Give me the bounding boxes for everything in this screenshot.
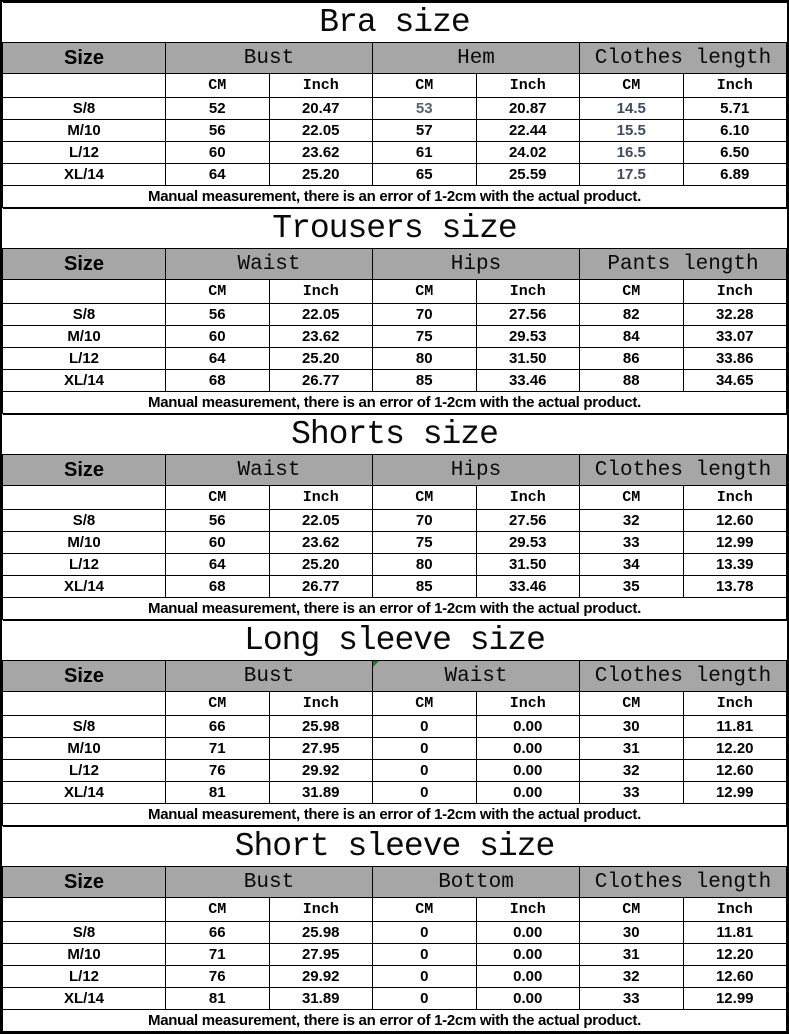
measurement-cell: 31.89 [269, 988, 373, 1010]
unit-header: Inch [269, 486, 373, 510]
measurement-cell: 20.47 [269, 98, 373, 120]
measurement-cell: 85 [373, 576, 477, 598]
size-row-label: XL/14 [3, 782, 166, 804]
table-row [3, 532, 787, 554]
column-header-hem [373, 43, 580, 74]
measurement-cell: 85 [373, 370, 477, 392]
measurement-cell: 12.20 [683, 738, 787, 760]
column-header-bust [166, 867, 373, 898]
size-row-label: M/10 [3, 532, 166, 554]
unit-header: Inch [269, 898, 373, 922]
column-header-waist [373, 661, 580, 692]
size-row-label: S/8 [3, 922, 166, 944]
measurement-cell: 0 [373, 944, 477, 966]
unit-header: Inch [683, 74, 787, 98]
column-header-label: Clothes length [594, 46, 772, 70]
measurement-cell: 5.71 [683, 98, 787, 120]
column-header-label: Waist [237, 458, 301, 482]
column-header-waist [166, 455, 373, 486]
column-header-label: Bust [243, 664, 295, 688]
measurement-cell: 32 [580, 966, 684, 988]
measurement-cell: 0 [373, 738, 477, 760]
measurement-cell: 22.44 [476, 120, 580, 142]
measurement-cell: 12.60 [683, 510, 787, 532]
column-header-clothes-length [580, 661, 787, 692]
unit-header: Inch [476, 74, 580, 98]
measurement-cell: 0.00 [476, 782, 580, 804]
measurement-cell: 53 [373, 98, 477, 120]
measurement-cell: 81 [166, 988, 270, 1010]
measurement-cell: 0 [373, 988, 477, 1010]
unit-header-empty [3, 74, 166, 98]
column-header-hips [373, 455, 580, 486]
measurement-cell: 11.81 [683, 922, 787, 944]
measurement-cell: 65 [373, 164, 477, 186]
unit-header-empty [3, 692, 166, 716]
unit-header: CM [166, 74, 270, 98]
measurement-cell: 27.56 [476, 510, 580, 532]
measurement-cell: 6.50 [683, 142, 787, 164]
measurement-cell: 0 [373, 966, 477, 988]
measurement-note: Manual measurement, there is an error of 1-2cm with the actual product. [3, 804, 787, 826]
table-title: Long sleeve size [3, 621, 787, 661]
long-sleeve-size-table [2, 620, 787, 826]
measurement-cell: 14.5 [580, 98, 684, 120]
measurement-cell: 0.00 [476, 988, 580, 1010]
measurement-cell: 17.5 [580, 164, 684, 186]
measurement-note: Manual measurement, there is an error of 1-2cm with the actual product. [3, 1010, 787, 1032]
size-row-label: L/12 [3, 142, 166, 164]
measurement-cell: 33.46 [476, 576, 580, 598]
measurement-cell: 22.05 [269, 120, 373, 142]
column-header-clothes-length [580, 43, 787, 74]
measurement-cell: 25.20 [269, 554, 373, 576]
unit-header: CM [166, 486, 270, 510]
table-row [3, 576, 787, 598]
unit-header-empty [3, 280, 166, 304]
unit-header: Inch [269, 280, 373, 304]
measurement-cell: 34.65 [683, 370, 787, 392]
measurement-cell: 64 [166, 164, 270, 186]
table-row [3, 554, 787, 576]
measurement-cell: 75 [373, 532, 477, 554]
table-row [3, 326, 787, 348]
measurement-cell: 6.10 [683, 120, 787, 142]
column-header-label: Bust [243, 870, 295, 894]
measurement-cell: 64 [166, 348, 270, 370]
measurement-cell: 0.00 [476, 716, 580, 738]
measurement-cell: 70 [373, 510, 477, 532]
unit-header: Inch [476, 280, 580, 304]
measurement-cell: 22.05 [269, 304, 373, 326]
measurement-cell: 29.92 [269, 966, 373, 988]
size-row-label: XL/14 [3, 576, 166, 598]
measurement-cell: 25.20 [269, 164, 373, 186]
measurement-cell: 32 [580, 760, 684, 782]
size-row-label: L/12 [3, 966, 166, 988]
measurement-cell: 12.99 [683, 988, 787, 1010]
measurement-cell: 30 [580, 922, 684, 944]
measurement-cell: 29.53 [476, 532, 580, 554]
measurement-cell: 71 [166, 738, 270, 760]
column-header-label: Clothes length [594, 870, 772, 894]
unit-header: CM [373, 486, 477, 510]
measurement-cell: 16.5 [580, 142, 684, 164]
column-header-label: Waist [237, 252, 301, 276]
measurement-cell: 80 [373, 348, 477, 370]
measurement-cell: 33 [580, 988, 684, 1010]
measurement-cell: 12.60 [683, 760, 787, 782]
table-row [3, 988, 787, 1010]
column-header-size: Size [3, 43, 166, 74]
measurement-cell: 24.02 [476, 142, 580, 164]
measurement-cell: 31.89 [269, 782, 373, 804]
measurement-cell: 57 [373, 120, 477, 142]
unit-header-empty [3, 898, 166, 922]
measurement-cell: 32 [580, 510, 684, 532]
measurement-cell: 81 [166, 782, 270, 804]
measurement-cell: 68 [166, 576, 270, 598]
measurement-cell: 23.62 [269, 142, 373, 164]
measurement-cell: 75 [373, 326, 477, 348]
unit-header: CM [580, 692, 684, 716]
bra-size-table [2, 2, 787, 208]
size-row-label: M/10 [3, 738, 166, 760]
size-row-label: S/8 [3, 716, 166, 738]
unit-header: CM [373, 692, 477, 716]
unit-header: Inch [476, 898, 580, 922]
table-title: Short sleeve size [3, 827, 787, 867]
unit-header: Inch [269, 74, 373, 98]
unit-header: Inch [683, 692, 787, 716]
measurement-cell: 76 [166, 760, 270, 782]
measurement-cell: 26.77 [269, 370, 373, 392]
column-header-label: Hem [457, 46, 495, 70]
measurement-cell: 60 [166, 532, 270, 554]
column-header-bottom [373, 867, 580, 898]
measurement-cell: 76 [166, 966, 270, 988]
measurement-cell: 12.20 [683, 944, 787, 966]
measurement-cell: 84 [580, 326, 684, 348]
measurement-cell: 15.5 [580, 120, 684, 142]
measurement-cell: 80 [373, 554, 477, 576]
measurement-cell: 23.62 [269, 326, 373, 348]
unit-header: CM [166, 692, 270, 716]
measurement-cell: 0 [373, 716, 477, 738]
measurement-cell: 35 [580, 576, 684, 598]
measurement-cell: 25.59 [476, 164, 580, 186]
unit-header: Inch [476, 692, 580, 716]
measurement-cell: 33.46 [476, 370, 580, 392]
measurement-cell: 56 [166, 510, 270, 532]
column-header-hips [373, 249, 580, 280]
measurement-cell: 22.05 [269, 510, 373, 532]
column-header-label: Waist [444, 664, 508, 688]
unit-header: CM [373, 898, 477, 922]
measurement-cell: 70 [373, 304, 477, 326]
measurement-cell: 20.87 [476, 98, 580, 120]
measurement-cell: 12.60 [683, 966, 787, 988]
measurement-cell: 33 [580, 532, 684, 554]
table-row [3, 944, 787, 966]
measurement-cell: 0.00 [476, 944, 580, 966]
column-header-label: Hips [450, 458, 502, 482]
size-row-label: M/10 [3, 326, 166, 348]
measurement-cell: 27.95 [269, 944, 373, 966]
measurement-cell: 25.20 [269, 348, 373, 370]
measurement-cell: 30 [580, 716, 684, 738]
column-header-label: Clothes length [594, 664, 772, 688]
unit-header-empty [3, 486, 166, 510]
measurement-cell: 33.86 [683, 348, 787, 370]
size-row-label: M/10 [3, 944, 166, 966]
measurement-cell: 0.00 [476, 966, 580, 988]
measurement-cell: 60 [166, 326, 270, 348]
measurement-cell: 23.62 [269, 532, 373, 554]
measurement-note: Manual measurement, there is an error of 1-2cm with the actual product. [3, 186, 787, 208]
size-row-label: S/8 [3, 510, 166, 532]
measurement-cell: 29.92 [269, 760, 373, 782]
table-row [3, 164, 787, 186]
unit-header: CM [166, 280, 270, 304]
measurement-cell: 13.39 [683, 554, 787, 576]
measurement-cell: 86 [580, 348, 684, 370]
column-header-clothes-length [580, 455, 787, 486]
unit-header: Inch [683, 898, 787, 922]
column-header-waist [166, 249, 373, 280]
measurement-cell: 60 [166, 142, 270, 164]
unit-header: Inch [683, 486, 787, 510]
measurement-cell: 64 [166, 554, 270, 576]
measurement-cell: 25.98 [269, 716, 373, 738]
unit-header: Inch [683, 280, 787, 304]
unit-header: CM [580, 486, 684, 510]
column-header-size: Size [3, 867, 166, 898]
column-header-label: Bust [243, 46, 295, 70]
measurement-cell: 71 [166, 944, 270, 966]
size-row-label: XL/14 [3, 370, 166, 392]
measurement-cell: 66 [166, 922, 270, 944]
unit-header: CM [580, 898, 684, 922]
table-row [3, 738, 787, 760]
measurement-cell: 33 [580, 782, 684, 804]
unit-header: CM [580, 74, 684, 98]
measurement-cell: 31 [580, 738, 684, 760]
size-row-label: S/8 [3, 304, 166, 326]
unit-header: Inch [269, 692, 373, 716]
table-row [3, 348, 787, 370]
unit-header: Inch [476, 486, 580, 510]
size-row-label: L/12 [3, 760, 166, 782]
measurement-cell: 6.89 [683, 164, 787, 186]
table-row [3, 510, 787, 532]
table-title: Bra size [3, 3, 787, 43]
measurement-cell: 26.77 [269, 576, 373, 598]
table-title: Trousers size [3, 209, 787, 249]
measurement-cell: 34 [580, 554, 684, 576]
table-row [3, 370, 787, 392]
measurement-cell: 0.00 [476, 738, 580, 760]
size-row-label: M/10 [3, 120, 166, 142]
green-corner-marker-icon [373, 661, 379, 667]
unit-header: CM [373, 280, 477, 304]
measurement-cell: 52 [166, 98, 270, 120]
table-row [3, 782, 787, 804]
measurement-cell: 12.99 [683, 782, 787, 804]
table-row [3, 98, 787, 120]
short-sleeve-size-table [2, 826, 787, 1032]
measurement-cell: 29.53 [476, 326, 580, 348]
column-header-label: Hips [450, 252, 502, 276]
trousers-size-table [2, 208, 787, 414]
measurement-cell: 56 [166, 304, 270, 326]
measurement-cell: 0 [373, 922, 477, 944]
table-row [3, 716, 787, 738]
measurement-cell: 0 [373, 782, 477, 804]
unit-header: CM [373, 74, 477, 98]
measurement-cell: 0 [373, 760, 477, 782]
measurement-cell: 68 [166, 370, 270, 392]
measurement-note: Manual measurement, there is an error of 1-2cm with the actual product. [3, 598, 787, 620]
column-header-clothes-length [580, 867, 787, 898]
table-row [3, 922, 787, 944]
measurement-cell: 88 [580, 370, 684, 392]
size-row-label: S/8 [3, 98, 166, 120]
table-row [3, 142, 787, 164]
measurement-cell: 0.00 [476, 922, 580, 944]
column-header-size: Size [3, 661, 166, 692]
table-title: Shorts size [3, 415, 787, 455]
column-header-size: Size [3, 249, 166, 280]
column-header-pants-length [580, 249, 787, 280]
measurement-cell: 82 [580, 304, 684, 326]
measurement-cell: 66 [166, 716, 270, 738]
table-row [3, 120, 787, 142]
measurement-cell: 0.00 [476, 760, 580, 782]
unit-header: CM [166, 898, 270, 922]
measurement-cell: 32.28 [683, 304, 787, 326]
column-header-label: Pants length [607, 252, 759, 276]
measurement-cell: 56 [166, 120, 270, 142]
size-row-label: L/12 [3, 348, 166, 370]
size-row-label: L/12 [3, 554, 166, 576]
column-header-bust [166, 43, 373, 74]
size-row-label: XL/14 [3, 164, 166, 186]
measurement-cell: 31.50 [476, 554, 580, 576]
column-header-bust [166, 661, 373, 692]
measurement-cell: 61 [373, 142, 477, 164]
measurement-cell: 31.50 [476, 348, 580, 370]
size-row-label: XL/14 [3, 988, 166, 1010]
unit-header: CM [580, 280, 684, 304]
measurement-cell: 27.56 [476, 304, 580, 326]
shorts-size-table [2, 414, 787, 620]
table-row [3, 760, 787, 782]
measurement-cell: 33.07 [683, 326, 787, 348]
measurement-cell: 25.98 [269, 922, 373, 944]
table-row [3, 966, 787, 988]
column-header-size: Size [3, 455, 166, 486]
measurement-cell: 13.78 [683, 576, 787, 598]
column-header-label: Bottom [438, 870, 514, 894]
column-header-label: Clothes length [594, 458, 772, 482]
measurement-cell: 31 [580, 944, 684, 966]
measurement-cell: 11.81 [683, 716, 787, 738]
measurement-cell: 27.95 [269, 738, 373, 760]
measurement-note: Manual measurement, there is an error of 1-2cm with the actual product. [3, 392, 787, 414]
measurement-cell: 12.99 [683, 532, 787, 554]
table-row [3, 304, 787, 326]
